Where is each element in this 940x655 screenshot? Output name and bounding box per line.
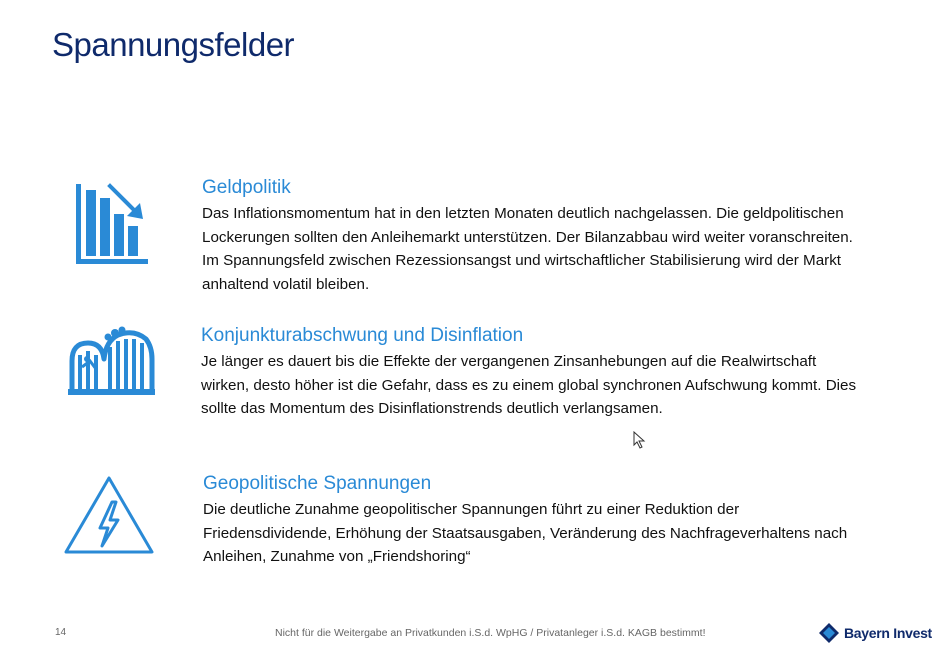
roller-coaster-icon [60,325,155,405]
section-konjunkturabschwung [60,320,880,450]
section-heading: Konjunkturabschwung und Disinflation [201,325,524,346]
declining-bar-chart-icon [60,182,150,277]
section-body: Die deutliche Zunahme geopolitischer Spannungen führt zu einer Reduktion der Friedensdividende, Erhöhung der Staatsausgaben, Veränderung des Nachfrageverhaltens nach Anleihen, Zunahme von „Friendshoring“ [203,501,848,565]
slide-title: Spannungsfelder [52,26,295,63]
brand-name: Bayern Invest [844,625,932,641]
footer-disclaimer: Nicht für die Weitergabe an Privatkunden i.S.d. WpHG / Privatanleger i.S.d. KAGB bestimmt! [275,627,706,639]
section-body: Je länger es dauert bis die Effekte der vergangenen Zinsanhebungen auf die Realwirtschaft wirken, desto höher ist die Gefahr, dass es zu einem global synchronen Aufschwung kommt. Dies sollte das Momentum des Disinflationstrends deutlich verlangsamen. [201,353,857,417]
section-heading: Geldpolitik [202,177,291,198]
diamond-logo-icon [818,622,840,644]
section-geldpolitik [60,170,880,300]
brand-logo [818,622,932,644]
page-number: 14 [55,627,67,638]
section-body: Das Inflationsmomentum hat in den letzten Monaten deutlich nachgelassen. Die geldpolitischen Lockerungen sollten den Anleihemarkt unterstützen. Der Bilanzabbau wird weiter voranschreiten. Im Spannungsfeld zwischen Rezessionsangst und wirtschaftlicher Stabilisierung wird der Markt anhaltend volatil bleiben. [202,205,853,293]
section-geopolitische-spannungen [60,468,880,578]
section-heading: Geopolitische Spannungen [203,473,432,494]
high-voltage-warning-icon [60,472,160,562]
mouse-cursor-icon [633,431,647,449]
